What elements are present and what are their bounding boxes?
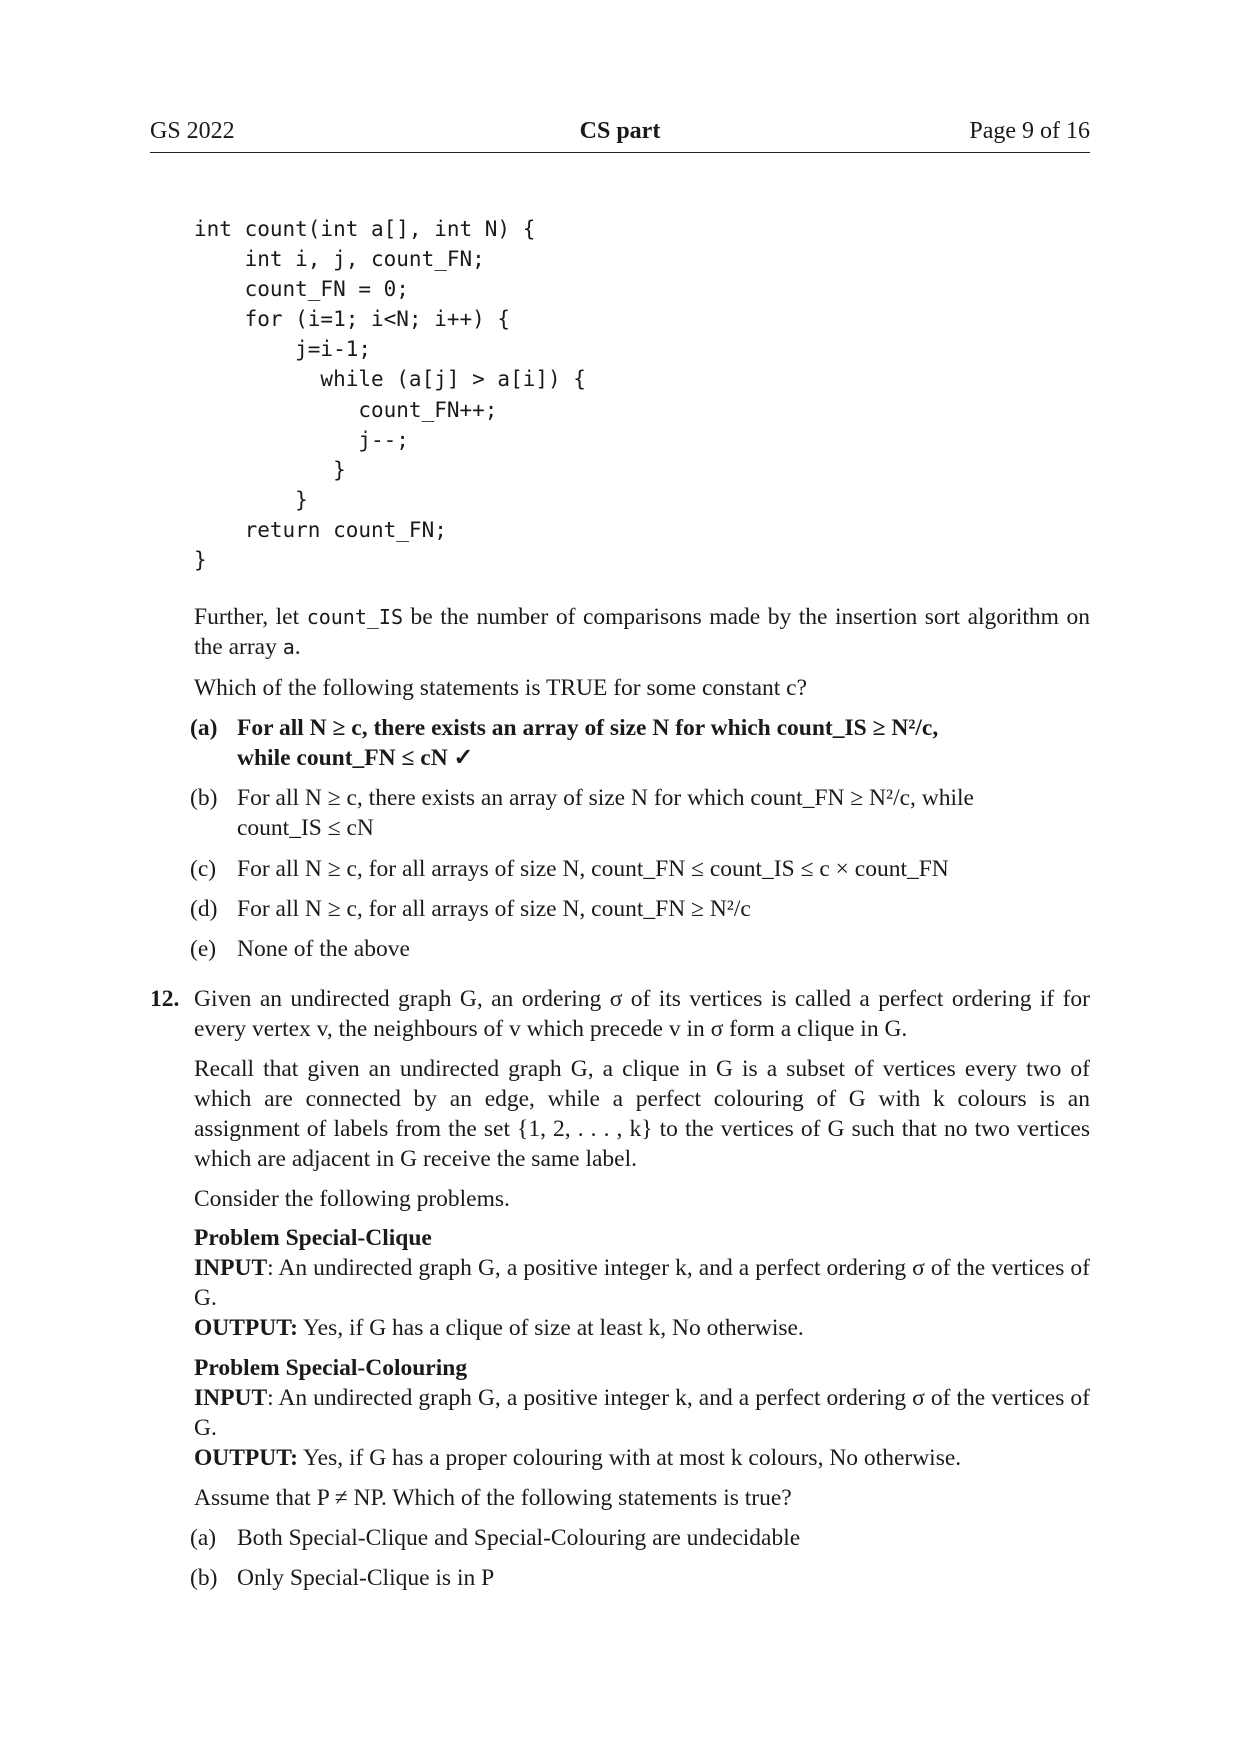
intro-paragraph: Further, let count_IS be the number of comparisons made by the insertion sort algorithm on the array a. xyxy=(194,604,1090,660)
header-section-title: CS part xyxy=(579,118,661,144)
q12-recall-paragraph: Recall that given an undirected graph G, a clique in G is a subset of vertices every two of which are connected by an edge, while a perfect colouring of G with k colours is an assignment of labels from the set {1, 2, . . . , k} to the vertices of G such that no two vertices which are adjacent in G receive the same label. xyxy=(194,1056,1090,1172)
problem-2-title: Problem Special-Colouring xyxy=(194,1355,468,1381)
q11-option-d: (d) For all N ≥ c, for all arrays of size N, count_FN ≥ N²/c xyxy=(190,896,751,922)
problem-1-output: OUTPUT: Yes, if G has a clique of size at least k, No otherwise. xyxy=(194,1315,804,1341)
page-header xyxy=(150,118,1090,153)
q12-option-b: (b) Only Special-Clique is in P xyxy=(190,1565,495,1591)
q11-option-c: (c) For all N ≥ c, for all arrays of size N, count_FN ≤ count_IS ≤ c × count_FN xyxy=(190,856,949,882)
q11-option-b: (b) For all N ≥ c, there exists an array of size N for which count_FN ≥ N²/c, while count_IS ≤ cN xyxy=(190,785,974,841)
q12-definition: Given an undirected graph G, an ordering σ of its vertices is called a perfect ordering if for every vertex v, the neighbours of v which precede v in σ form a clique in G. xyxy=(194,986,1090,1042)
problem-2-output: OUTPUT: Yes, if G has a proper colouring with at most k colours, No otherwise. xyxy=(194,1445,962,1471)
q12-number: 12. xyxy=(150,986,180,1012)
q12-consider: Consider the following problems. xyxy=(194,1186,510,1212)
problem-1-title: Problem Special-Clique xyxy=(194,1225,432,1251)
q11-option-e: (e) None of the above xyxy=(190,936,410,962)
problem-2-input: INPUT: An undirected graph G, a positive integer k, and a perfect ordering σ of the vertices of G. xyxy=(194,1385,1090,1441)
problem-1-input: INPUT: An undirected graph G, a positive integer k, and a perfect ordering σ of the vertices of G. xyxy=(194,1255,1090,1311)
header-exam-name: GS 2022 xyxy=(150,118,235,144)
question-prompt: Which of the following statements is TRUE for some constant c? xyxy=(194,675,808,701)
q11-option-a: (a) For all N ≥ c, there exists an array of size N for which count_IS ≥ N²/c, while count_FN ≤ cN ✓ xyxy=(190,715,939,771)
header-page-number: Page 9 of 16 xyxy=(969,118,1090,144)
q12-prompt: Assume that P ≠ NP. Which of the following statements is true? xyxy=(194,1485,792,1511)
q12-option-a: (a) Both Special-Clique and Special-Colouring are undecidable xyxy=(190,1525,801,1551)
code-listing: int count(int a[], int N) { int i, j, count_FN; count_FN = 0; for (i=1; i<N; i++) { j=i-1; while (a[j] > a[i]) { count_FN++; j--; } } return count_FN; } xyxy=(194,217,586,573)
